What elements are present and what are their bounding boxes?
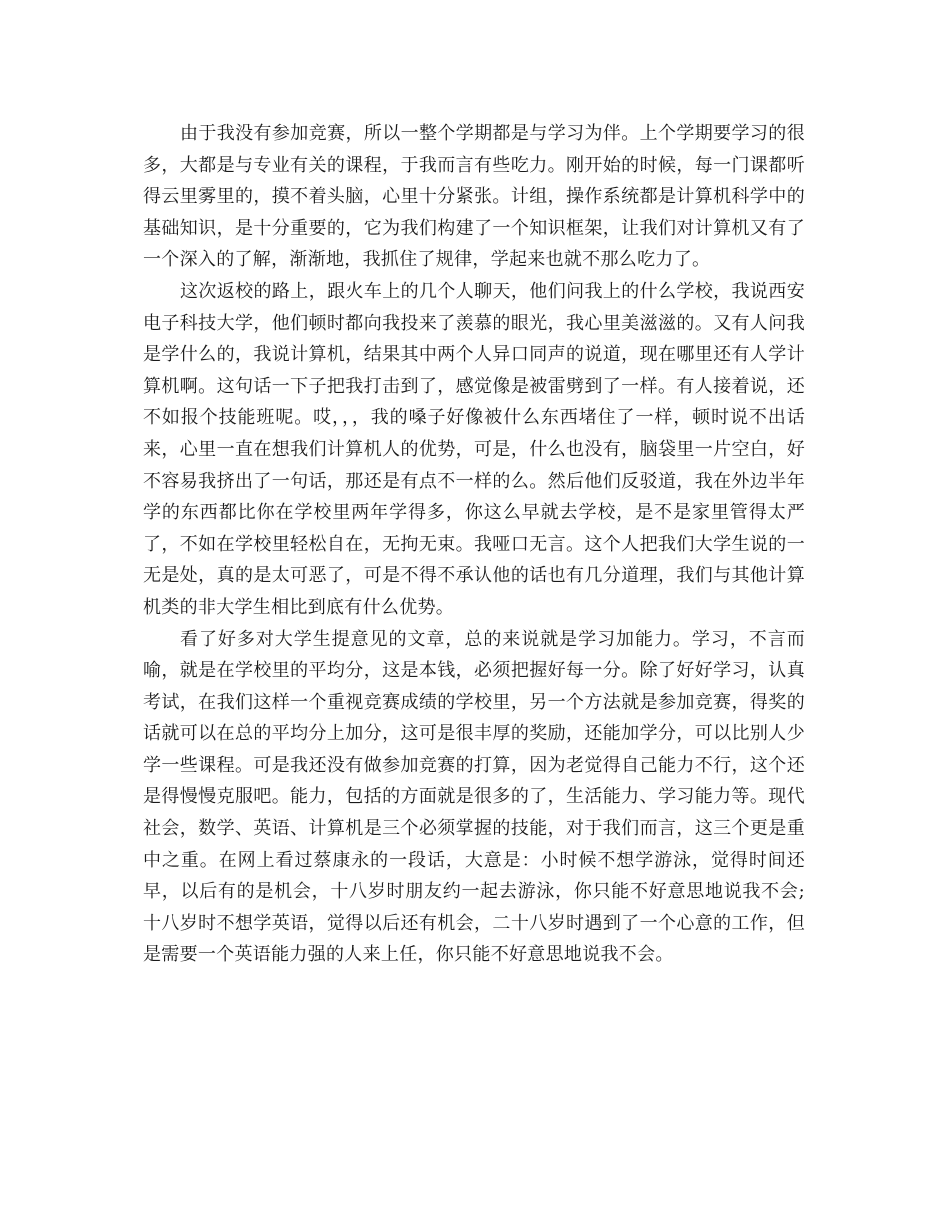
body-text	[143, 118, 805, 971]
paragraph-3: 看了好多对大学生提意见的文章，总的来说就是学习加能力。学习，不言而喻，就是在学校里的平均分，这是本钱，必须把握好每一分。除了好好学习，认真考试，在我们这样一个重视竞赛成绩的学校里，另一个方法就是参加竞赛，得奖的话就可以在总的平均分上加分，这可是很丰厚的奖励，还能加学分，可以比别人少学一些课程。可是我还没有做参加竞赛的打算，因为老觉得自己能力不行，这个还是得慢慢克服吧。能力，包括的方面就是很多的了，生活能力、学习能力等。现代社会，数学、英语、计算机是三个必须掌握的技能，对于我们而言，这三个更是重中之重。在网上看过蔡康永的一段话，大意是：小时候不想学游泳，觉得时间还早，以后有的是机会，十八岁时朋友约一起去游泳，你只能不好意思地说我不会;十八岁时不想学英语，觉得以后还有机会，二十八岁时遇到了一个心意的工作，但是需要一个英语能力强的人来上任，你只能不好意思地说我不会。	[143, 628, 805, 966]
paragraph-2: 这次返校的路上，跟火车上的几个人聊天，他们问我上的什么学校，我说西安电子科技大学，他们顿时都向我投来了羡慕的眼光，我心里美滋滋的。又有人问我是学什么的，我说计算机，结果其中两个人异口同声的说道，现在哪里还有人学计算机啊。这句话一下子把我打击到了，感觉像是被雷劈到了一样。有人接着说，还不如报个技能班呢。哎，，，我的嗓子好像被什么东西堵住了一样，顿时说不出话来，心里一直在想我们计算机人的优势，可是，什么也没有，脑袋里一片空白，好不容易我挤出了一句话，那还是有点不一样的么。然后他们反驳道，我在外边半年学的东西都比你在学校里两年学得多，你这么早就去学校，是不是家里管得太严了，不如在学校里轻松自在，无拘无束。我哑口无言。这个人把我们大学生说的一无是处，真的是太可恶了，可是不得不承认他的话也有几分道理，我们与其他计算机类的非大学生相比到底有什么优势。	[143, 280, 805, 618]
paragraph-1: 由于我没有参加竞赛，所以一整个学期都是与学习为伴。上个学期要学习的很多，大都是与专业有关的课程，于我而言有些吃力。刚开始的时候，每一门课都听得云里雾里的，摸不着头脑，心里十分紧张。计组，操作系统都是计算机科学中的基础知识，是十分重要的，它为我们构建了一个知识框架，让我们对计算机又有了一个深入的了解，渐渐地，我抓住了规律，学起来也就不那么吃力了。	[143, 123, 805, 271]
